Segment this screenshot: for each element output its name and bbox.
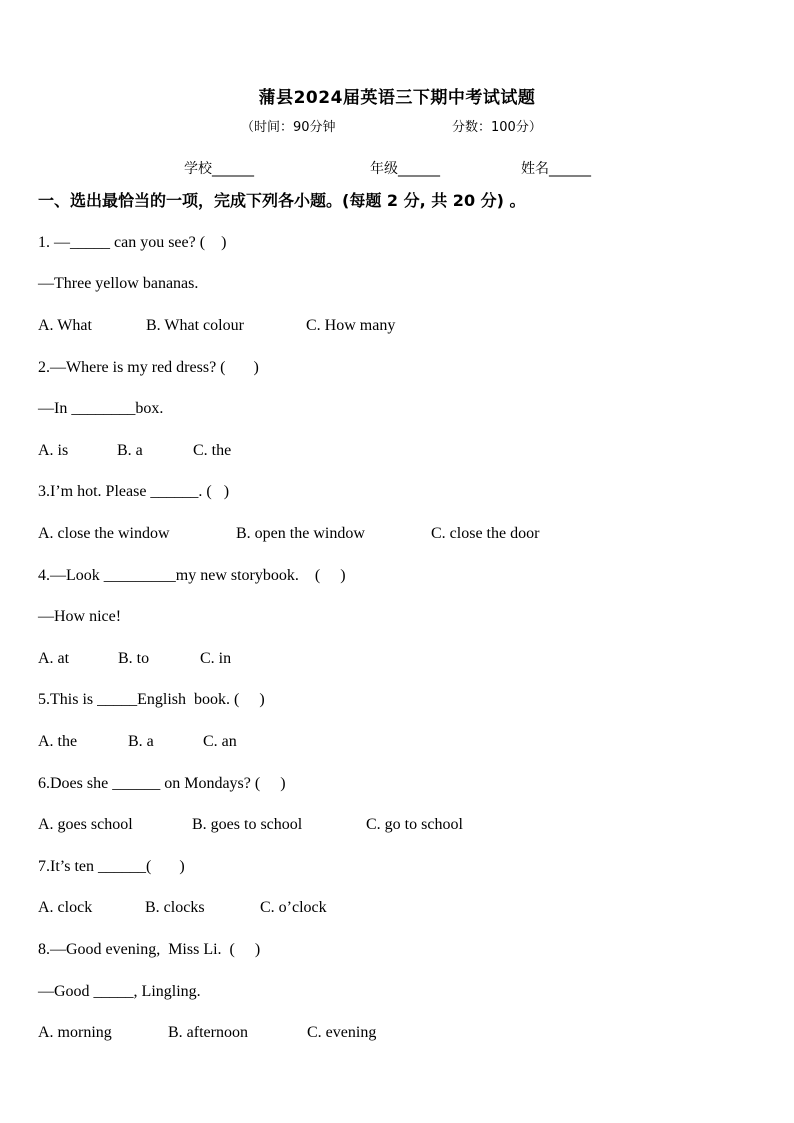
- question-1-option-c: C. How many: [306, 317, 396, 334]
- question-8-option-c: C. evening: [307, 1024, 377, 1041]
- question-4-option-c: C. in: [200, 650, 232, 667]
- question-8-option-b: B. afternoon: [168, 1024, 248, 1041]
- question-4-stem: 4.—Look _________my new storybook. ( ): [38, 567, 346, 584]
- question-1-option-a: A. What: [38, 317, 92, 334]
- section-heading: 一、选出最恰当的一项，完成下列各小题。(每题 2 分, 共 20 分) 。: [38, 191, 526, 210]
- question-4-answer-line: —How nice!: [38, 608, 122, 625]
- question-2-option-b: B. a: [117, 442, 143, 459]
- grade-field: 年级______: [370, 161, 440, 177]
- exam-time: （时间：90分钟: [241, 120, 336, 135]
- school-field: 学校______: [184, 161, 254, 177]
- question-2-answer-line: —In ________box.: [38, 400, 164, 417]
- question-5-option-c: C. an: [203, 733, 237, 750]
- question-1-answer-line: —Three yellow bananas.: [38, 275, 199, 292]
- question-3-option-a: A. close the window: [38, 525, 170, 542]
- name-field: 姓名______: [521, 161, 591, 177]
- question-3-option-b: B. open the window: [236, 525, 365, 542]
- question-8-answer-line: —Good _____, Lingling.: [38, 983, 201, 1000]
- question-1-stem: 1. —_____ can you see? ( ): [38, 234, 227, 251]
- question-7-stem: 7.It’s ten ______( ): [38, 858, 185, 875]
- question-7-option-b: B. clocks: [145, 899, 205, 916]
- question-4-option-a: A. at: [38, 650, 70, 667]
- question-5-option-b: B. a: [128, 733, 154, 750]
- question-3-stem: 3.I’m hot. Please ______. ( ): [38, 483, 230, 500]
- question-2-stem: 2.—Where is my red dress? ( ): [38, 359, 259, 376]
- question-7-option-a: A. clock: [38, 899, 93, 916]
- question-8-stem: 8.—Good evening, Miss Li. ( ): [38, 941, 261, 958]
- question-6-option-b: B. goes to school: [192, 816, 303, 833]
- question-1-option-b: B. What colour: [146, 317, 244, 334]
- question-6-option-a: A. goes school: [38, 816, 133, 833]
- question-5-option-a: A. the: [38, 733, 78, 750]
- question-8-option-a: A. morning: [38, 1024, 112, 1041]
- exam-score: 分数：100分）: [452, 120, 542, 135]
- question-3-option-c: C. close the door: [431, 525, 540, 542]
- question-5-stem: 5.This is _____English book. ( ): [38, 691, 265, 708]
- exam-title: 蒲县2024届英语三下期中考试试题: [258, 88, 536, 108]
- question-7-option-c: C. o’clock: [260, 899, 327, 916]
- question-6-option-c: C. go to school: [366, 816, 463, 833]
- question-4-option-b: B. to: [118, 650, 150, 667]
- question-6-stem: 6.Does she ______ on Mondays? ( ): [38, 775, 286, 792]
- question-2-option-c: C. the: [193, 442, 232, 459]
- question-2-option-a: A. is: [38, 442, 69, 459]
